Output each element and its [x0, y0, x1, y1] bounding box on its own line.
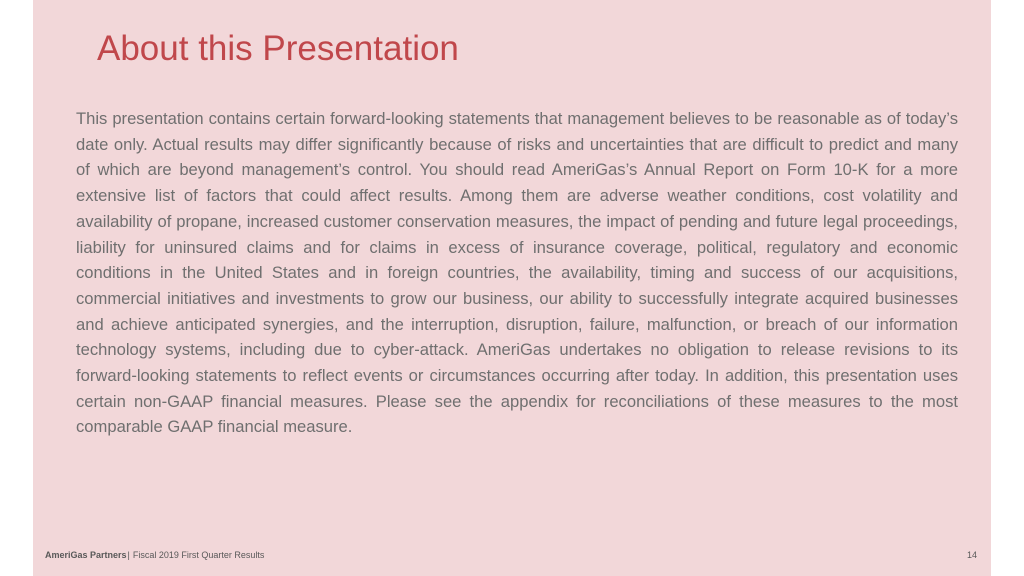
- footer-company-name: AmeriGas Partners: [45, 550, 127, 560]
- page-number: 14: [966, 550, 977, 560]
- footer-separator: |: [127, 550, 130, 560]
- footer-description: Fiscal 2019 First Quarter Results: [132, 550, 265, 560]
- slide: [33, 0, 991, 576]
- page-title: About this Presentation: [97, 29, 459, 68]
- footer: [45, 548, 977, 562]
- disclaimer-paragraph: This presentation contains certain forward-looking statements that management believes to be reasonable as of today’s date only. Actual results may differ significantly because of risks and uncertainties that are difficult to predict and many of which are beyond management’s control. You should read AmeriGas’s Annual Report on Form 10-K for a more extensive list of factors that could affect results. Among them are adverse weather conditions, cost volatility and availability of propane, increased customer conservation measures, the impact of pending and future legal proceedings, liability for uninsured claims and for claims in excess of insurance coverage, political, regulatory and economic conditions in the United States and in foreign countries, the availability, timing and success of our acquisitions, commercial initiatives and investments to grow our business, our ability to successfully integrate acquired businesses and achieve anticipated synergies, and the interruption, disruption, failure, malfunction, or breach of our information technology systems, including due to cyber-attack. AmeriGas undertakes no obligation to release revisions to its forward-looking statements to reflect events or circumstances occurring after today. In addition, this presentation uses certain non-GAAP financial measures. Please see the appendix for reconciliations of these measures to the most comparable GAAP financial measure.: [76, 109, 958, 437]
